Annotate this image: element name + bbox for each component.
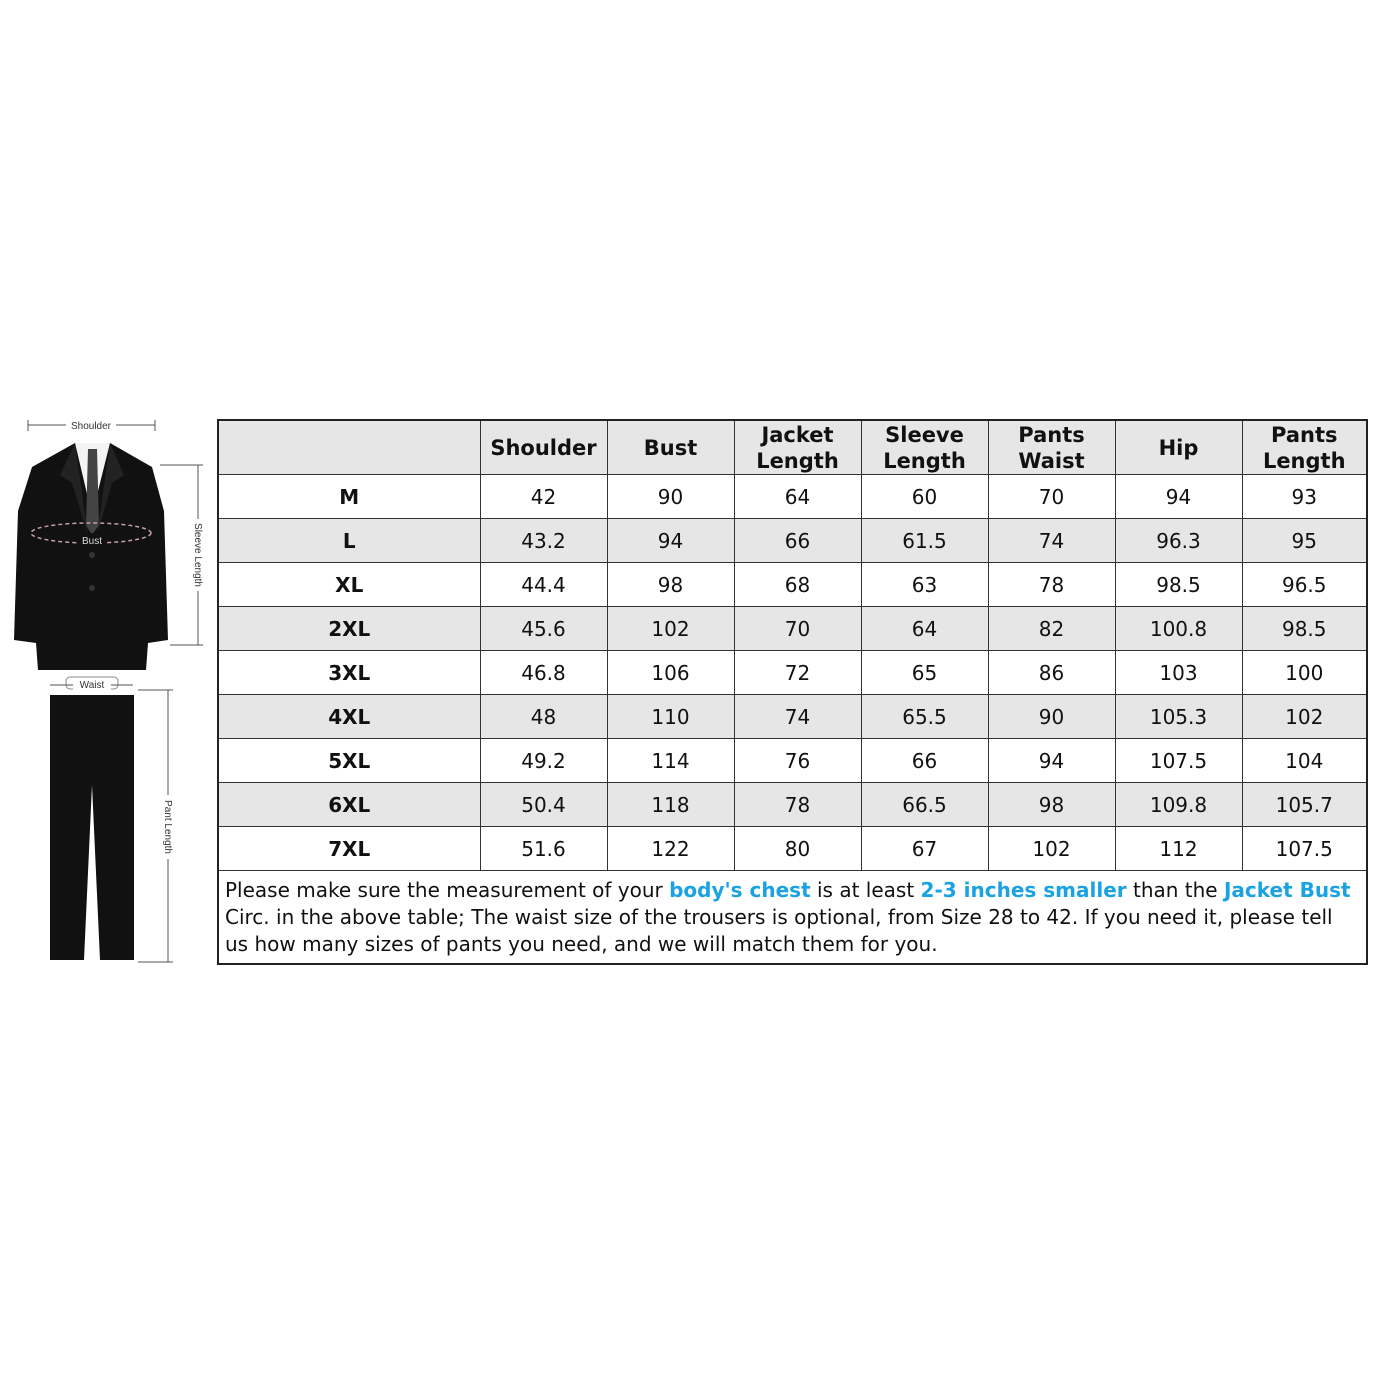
measurement-cell: 93 bbox=[1242, 475, 1366, 519]
measurement-cell: 63 bbox=[861, 563, 988, 607]
note-highlight-inches: 2-3 inches smaller bbox=[920, 878, 1127, 902]
measurement-cell: 49.2 bbox=[480, 739, 607, 783]
pant-length-label: Pant Length bbox=[162, 800, 173, 854]
measurement-cell: 80 bbox=[734, 827, 861, 871]
table-row bbox=[219, 563, 1366, 607]
measurement-cell: 109.8 bbox=[1115, 783, 1242, 827]
measurement-cell: 103 bbox=[1115, 651, 1242, 695]
measurement-cell: 44.4 bbox=[480, 563, 607, 607]
measurement-cell: 67 bbox=[861, 827, 988, 871]
note-text: Circ. in the above table; The waist size of the trousers is optional, from Size 28 to 42. If you need it, please tell us how many sizes of pants you need, and we will match them for you. bbox=[225, 905, 1333, 956]
measurement-cell: 60 bbox=[861, 475, 988, 519]
table-row bbox=[219, 607, 1366, 651]
column-header bbox=[607, 421, 734, 475]
measurement-cell: 48 bbox=[480, 695, 607, 739]
size-label: 4XL bbox=[219, 695, 480, 739]
measurement-cell: 104 bbox=[1242, 739, 1366, 783]
measurement-cell: 102 bbox=[607, 607, 734, 651]
column-header-text: Length bbox=[1262, 448, 1346, 473]
column-header bbox=[480, 421, 607, 475]
measurement-cell: 70 bbox=[734, 607, 861, 651]
column-header-text: Bust bbox=[643, 435, 698, 460]
measurement-cell: 45.6 bbox=[480, 607, 607, 651]
measurement-cell: 51.6 bbox=[480, 827, 607, 871]
measurement-cell: 74 bbox=[988, 519, 1115, 563]
tie-shape bbox=[86, 449, 99, 535]
column-header-text: Length bbox=[756, 448, 839, 473]
measurement-cell: 90 bbox=[988, 695, 1115, 739]
measurement-cell: 105.7 bbox=[1242, 783, 1366, 827]
measurement-cell: 102 bbox=[988, 827, 1115, 871]
measurement-cell: 78 bbox=[988, 563, 1115, 607]
measurement-cell: 86 bbox=[988, 651, 1115, 695]
measurement-cell: 107.5 bbox=[1115, 739, 1242, 783]
measurement-cell: 42 bbox=[480, 475, 607, 519]
bust-label: Bust bbox=[81, 536, 103, 547]
measurement-cell: 66 bbox=[734, 519, 861, 563]
size-label: 2XL bbox=[219, 607, 480, 651]
measurement-cell: 122 bbox=[607, 827, 734, 871]
measurement-cell: 107.5 bbox=[1242, 827, 1366, 871]
size-label: M bbox=[219, 475, 480, 519]
sizing-note bbox=[219, 871, 1366, 958]
measurement-cell: 98.5 bbox=[1242, 607, 1366, 651]
header-size-cell bbox=[219, 421, 480, 475]
measurement-cell: 64 bbox=[734, 475, 861, 519]
measurement-cell: 65 bbox=[861, 651, 988, 695]
measurement-cell: 96.3 bbox=[1115, 519, 1242, 563]
size-table bbox=[219, 421, 1366, 871]
measurement-cell: 72 bbox=[734, 651, 861, 695]
note-text: is at least bbox=[810, 878, 921, 902]
measurement-cell: 82 bbox=[988, 607, 1115, 651]
table-row bbox=[219, 475, 1366, 519]
table-row bbox=[219, 827, 1366, 871]
measurement-cell: 76 bbox=[734, 739, 861, 783]
table-row bbox=[219, 651, 1366, 695]
measurement-cell: 98 bbox=[607, 563, 734, 607]
measurement-cell: 98 bbox=[988, 783, 1115, 827]
column-header-text: Sleeve bbox=[885, 422, 964, 447]
measurement-cell: 50.4 bbox=[480, 783, 607, 827]
measurement-cell: 105.3 bbox=[1115, 695, 1242, 739]
column-header bbox=[861, 421, 988, 475]
measurement-cell: 100 bbox=[1242, 651, 1366, 695]
measurement-cell: 100.8 bbox=[1115, 607, 1242, 651]
measurement-cell: 61.5 bbox=[861, 519, 988, 563]
column-header bbox=[734, 421, 861, 475]
table-header-row bbox=[219, 421, 1366, 475]
measurement-cell: 65.5 bbox=[861, 695, 988, 739]
measurement-cell: 94 bbox=[607, 519, 734, 563]
suit-figure bbox=[0, 415, 210, 967]
size-label: 5XL bbox=[219, 739, 480, 783]
measurement-cell: 102 bbox=[1242, 695, 1366, 739]
column-header-text: Pants bbox=[1271, 422, 1338, 447]
measurement-cell: 74 bbox=[734, 695, 861, 739]
column-header-text: Shoulder bbox=[490, 435, 597, 460]
note-text: Please make sure the measurement of your bbox=[225, 878, 670, 902]
column-header bbox=[1242, 421, 1366, 475]
table-body bbox=[219, 475, 1366, 871]
table-row bbox=[219, 783, 1366, 827]
measurement-cell: 68 bbox=[734, 563, 861, 607]
measurement-cell: 66.5 bbox=[861, 783, 988, 827]
measurement-cell: 46.8 bbox=[480, 651, 607, 695]
shoulder-label: Shoulder bbox=[70, 421, 112, 432]
measurement-cell: 43.2 bbox=[480, 519, 607, 563]
measurement-cell: 70 bbox=[988, 475, 1115, 519]
waist-label: Waist bbox=[79, 680, 105, 691]
size-label: L bbox=[219, 519, 480, 563]
size-label: XL bbox=[219, 563, 480, 607]
measurement-cell: 90 bbox=[607, 475, 734, 519]
measurement-cell: 118 bbox=[607, 783, 734, 827]
measurement-cell: 98.5 bbox=[1115, 563, 1242, 607]
trousers-shape bbox=[50, 695, 134, 960]
column-header-text: Waist bbox=[1018, 448, 1085, 473]
measurement-cell: 110 bbox=[607, 695, 734, 739]
column-header bbox=[1115, 421, 1242, 475]
note-highlight-jacket-bust: Jacket Bust bbox=[1223, 878, 1351, 902]
measurement-cell: 95 bbox=[1242, 519, 1366, 563]
note-text: than the bbox=[1126, 878, 1224, 902]
column-header-text: Pants bbox=[1018, 422, 1085, 447]
size-label: 7XL bbox=[219, 827, 480, 871]
table-row bbox=[219, 739, 1366, 783]
size-label: 3XL bbox=[219, 651, 480, 695]
note-highlight-body-chest: body's chest bbox=[669, 878, 811, 902]
column-header-text: Jacket bbox=[761, 422, 834, 447]
measurement-cell: 64 bbox=[861, 607, 988, 651]
table-row bbox=[219, 695, 1366, 739]
sleeve-label: Sleeve Length bbox=[192, 523, 203, 587]
measurement-cell: 106 bbox=[607, 651, 734, 695]
size-chart bbox=[217, 419, 1368, 965]
table-row bbox=[219, 519, 1366, 563]
measurement-cell: 94 bbox=[988, 739, 1115, 783]
column-header-text: Length bbox=[883, 448, 966, 473]
measurement-cell: 66 bbox=[861, 739, 988, 783]
measurement-cell: 112 bbox=[1115, 827, 1242, 871]
suit-illustration bbox=[0, 415, 210, 967]
measurement-cell: 78 bbox=[734, 783, 861, 827]
measurement-cell: 114 bbox=[607, 739, 734, 783]
measurement-cell: 94 bbox=[1115, 475, 1242, 519]
column-header-text: Hip bbox=[1158, 435, 1199, 460]
column-header bbox=[988, 421, 1115, 475]
measurement-cell: 96.5 bbox=[1242, 563, 1366, 607]
size-label: 6XL bbox=[219, 783, 480, 827]
